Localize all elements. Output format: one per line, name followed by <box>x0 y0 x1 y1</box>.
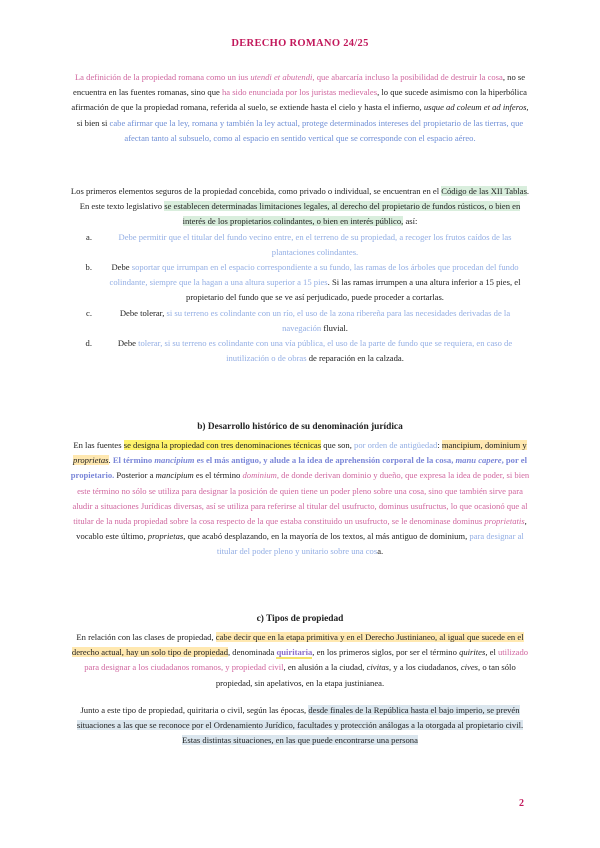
text-span: utilizado para designar a los ciudadanos romanos, y propiedad civil <box>84 647 529 673</box>
text-span: manu capere <box>455 455 502 466</box>
text-span: mancipium <box>154 455 195 466</box>
text-span: Posterior a <box>114 470 156 481</box>
text-span: así: <box>403 216 418 227</box>
text-span: La definición de la propiedad romana como un ius <box>74 72 251 82</box>
text-span: proprietatis <box>484 516 525 527</box>
text-span: utendi et abutendi <box>250 72 313 82</box>
list-item-text: Debe permitir que el titular del fundo vecino entre, en el terreno de su propiedad, a recoger los frutos caídos de las plantaciones colindantes. <box>118 231 512 257</box>
text-span: , de donde derivan dominio y dueño, que expresa la idea de poder, si bien este término no sólo se utiliza para designar la posición de quien tiene un poder pleno sobre una cosa, sino que también sirve para aludir a situaciones Jurídicas diversas, así se utiliza para referirse al titular del usufructo, dominus usufructus, lo que ocasionó que al titular de la nuda propiedad sobre la cosa respecto de la que estaba constituido un usufructo, se le denominase dominus <box>72 470 530 527</box>
text-span: proprietas <box>147 531 184 542</box>
list-item-text <box>100 260 530 306</box>
text-span: tolerar, si su terreno es colindante con una vía pública, el uso de la parte de fundo que se requiera, en caso de inutilización o de obras <box>138 338 513 364</box>
text-span: , y a los ciudadanos, <box>389 662 461 673</box>
text-span: , no se encuentra en las fuentes romanas, sino que <box>73 72 526 98</box>
text-span: soportar que irrumpan en el espacio correspondiente a su fundo, las ramas de los árboles que procedan del fundo colindante, siempre que la hagan a una altura superior a 15 pies <box>109 262 519 288</box>
text-span: mancipium, dominium y <box>441 440 527 450</box>
list-item <box>70 260 530 306</box>
text-span: es el más antiguo, y alude a la idea de aprehensión corporal de la cosa, <box>194 455 456 466</box>
text-span: para designar al titular del poder pleno y unitario sobre una cos <box>216 531 524 557</box>
text-span: cives <box>460 662 479 673</box>
list-item-text <box>100 306 530 336</box>
text-span: En las fuentes <box>73 440 124 450</box>
text-span: mancipium <box>155 470 194 481</box>
text-span: es el término <box>193 470 243 481</box>
text-span: , vocablo este último, <box>76 516 527 542</box>
text-span: proprietas <box>73 455 109 466</box>
text-span: . En este texto legislativo <box>79 186 530 212</box>
text-span: ha sido enunciada por los juristas medievales <box>221 87 378 98</box>
text-span: cabe decir que en la etapa primitiva y en el Derecho Justinianeo, al igual que sucede en el derecho actual, hay un solo tipo de propiedad <box>71 632 524 658</box>
text-span: En relación con las clases de propiedad, <box>76 632 216 642</box>
list-marker: b. <box>85 262 92 273</box>
section-c-title: c) Tipos de propiedad <box>256 614 344 624</box>
list-marker: c. <box>86 307 92 318</box>
page-header-title: DERECHO ROMANO 24/25 <box>231 38 369 49</box>
text-span: , que acabó desplazando, en la mayoría de los textos, al más antiguo de dominium, <box>183 531 470 542</box>
page-number: 2 <box>519 798 524 809</box>
text-span: Debe <box>117 338 139 349</box>
text-span: , en alusión a la ciudad, <box>283 662 367 673</box>
text-span: Junto a este tipo de propiedad, quiritaria o civil, según las épocas, <box>80 704 309 715</box>
list-item-text <box>100 336 530 366</box>
text-span: se designa la propiedad con tres denominaciones técnicas <box>123 440 322 450</box>
section-c-paragraph-2 <box>70 703 530 749</box>
text-span: Debe tolerar, <box>119 307 167 318</box>
text-span: desde finales de la República hasta el bajo imperio, se prevén situaciones a las que se reconoce por el Ordenamiento Jurídico, facultades y protección análogas a la otorgada al propietario civil. Estas distintas situaciones, en las que puede encontrarse una persona <box>76 704 524 746</box>
text-span: se establecen determinadas limitaciones legales, al derecho del propietario de fundos rústicos, o bien en interés de los propietarios colindantes, o bien en interés público, <box>164 201 521 227</box>
text-span: : <box>437 440 442 450</box>
intro-section <box>70 70 530 146</box>
text-span: , por el propietario. <box>70 455 527 481</box>
section-b-paragraph <box>70 438 530 560</box>
text-span: quirites <box>459 647 486 658</box>
text-span: Los primeros elementos seguros de la propiedad concebida, como privado o individual, se encuentran en el <box>70 186 442 196</box>
text-span: fluvial. <box>321 322 348 333</box>
text-span: si su terreno es colindante con un río, el uso de la zona ribereña para las necesidades derivadas de la navegación <box>166 307 511 333</box>
text-span: , si bien si <box>76 102 529 128</box>
list-item <box>70 336 530 366</box>
text-span: , el <box>485 647 498 658</box>
text-span: civitas <box>366 662 389 673</box>
text-span: Código de las XII Tablas <box>441 186 527 196</box>
text-span: usque ad coleum et ad inferos <box>423 102 527 113</box>
intro-paragraph <box>70 70 530 146</box>
tablas-paragraph <box>70 184 530 230</box>
section-c-paragraph-1 <box>70 630 530 691</box>
limitations-list <box>70 230 530 367</box>
text-span: a. <box>377 546 384 557</box>
list-marker: d. <box>85 338 92 349</box>
text-span: , o tan sólo propiedad, sin apelativos, en la etapa justinianea. <box>215 662 516 688</box>
text-span: , denominada <box>228 647 277 658</box>
text-span: quiritaria <box>276 647 313 658</box>
text-span: cabe afirmar que la ley, romana y también la ley actual, protege determinados intereses del propietario de las tierras, que afectan tanto al subsuelo, como al espacio en sentido vertical que se corresponde con el espacio aéreo. <box>109 117 524 143</box>
text-span: dominium <box>242 470 277 481</box>
list-item <box>70 306 530 336</box>
text-span: , que abarcaría incluso la posibilidad de destruir la cosa <box>312 72 503 82</box>
section-b-title: b) Desarrollo histórico de su denominación jurídica <box>197 422 403 432</box>
text-span: Debe <box>111 262 132 273</box>
text-span: . <box>108 455 113 466</box>
list-item <box>70 230 530 260</box>
text-span: , lo que sucede asimismo con la hiperbólica afirmación de que la propiedad romana, referida al suelo, se extiende hasta el cielo y hasta el infierno, <box>71 87 527 113</box>
text-span: que son, <box>321 440 355 450</box>
text-span: . Si las ramas irrumpen a una altura inferior a 15 pies, el propietario del fundo que se ve así perjudicado, puede proceder a cortarlas. <box>186 277 521 303</box>
section-b <box>70 420 530 560</box>
text-span: por orden de antigüedad <box>354 440 438 450</box>
text-span: El término <box>112 455 155 466</box>
section-c <box>70 612 530 748</box>
tablas-section <box>70 184 530 366</box>
text-span: , en los primeros siglos, por ser el término <box>312 647 460 658</box>
list-marker: a. <box>86 231 92 242</box>
text-span: de reparación en la calzada. <box>306 353 404 364</box>
